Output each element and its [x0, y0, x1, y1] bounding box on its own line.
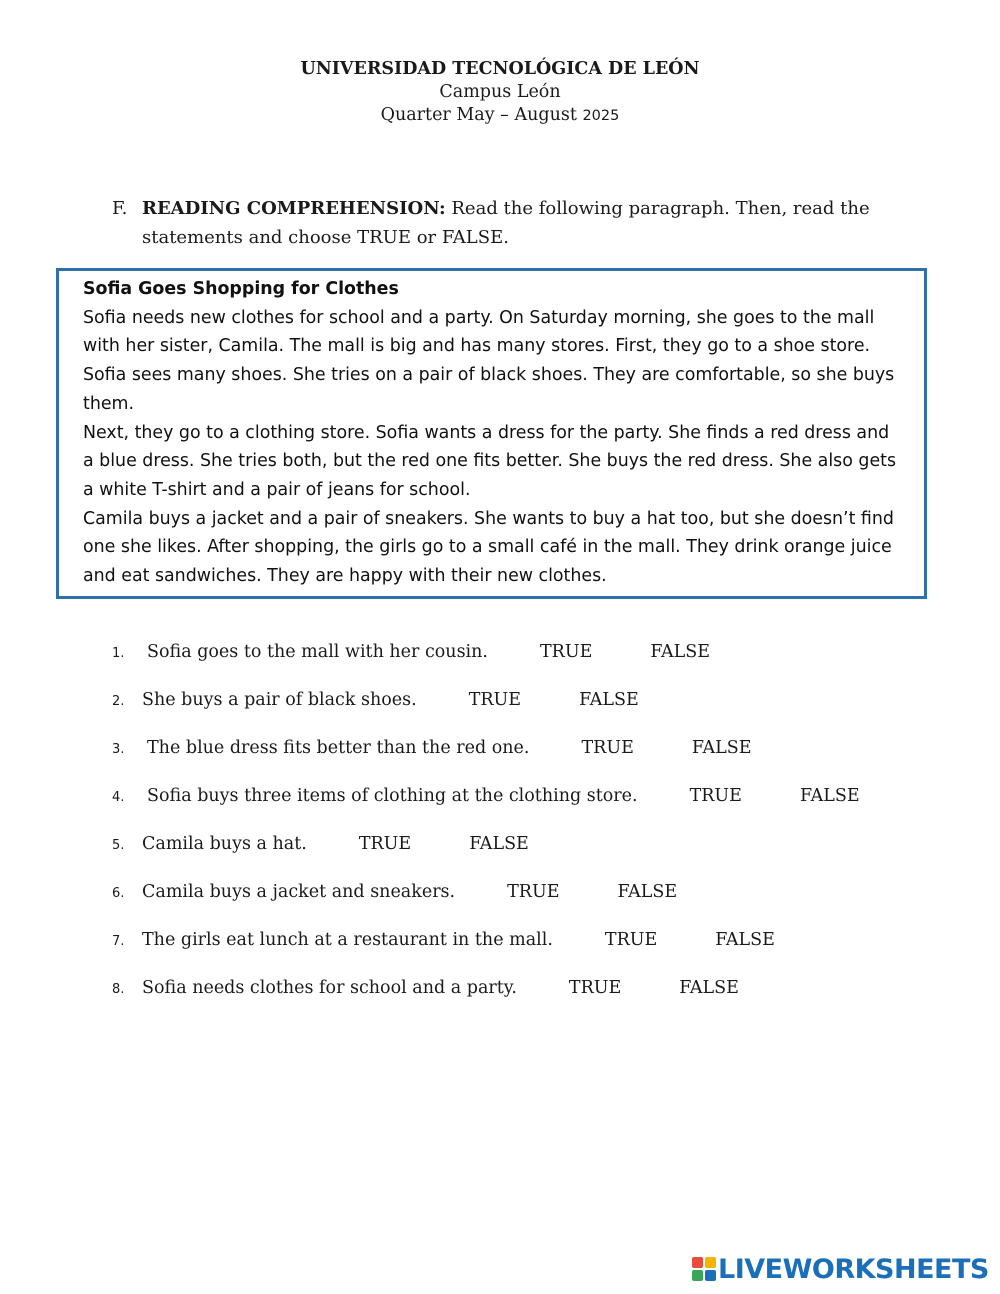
true-option[interactable]: TRUE — [507, 882, 560, 902]
question-text: Sofia goes to the mall with her cousin. — [147, 642, 488, 662]
question-number: 7. — [112, 934, 125, 949]
reading-passage-box — [56, 268, 927, 599]
question-text: She buys a pair of black shoes. — [142, 690, 417, 710]
section-instructions — [112, 194, 902, 252]
false-option[interactable]: FALSE — [715, 930, 775, 950]
question-text: Camila buys a jacket and sneakers. — [142, 882, 456, 902]
question-text: Sofia needs clothes for school and a party. — [142, 978, 517, 998]
false-option[interactable]: FALSE — [679, 978, 739, 998]
true-option[interactable]: TRUE — [358, 834, 412, 854]
section-body — [142, 194, 902, 252]
question-text: Sofia buys three items of clothing at the clothing store. — [147, 786, 638, 806]
section-heading: READING COMPREHENSION: — [142, 198, 446, 219]
campus-name: Campus León — [439, 82, 561, 102]
question-number: 4. — [112, 790, 125, 805]
question-row — [112, 637, 710, 667]
false-option[interactable]: FALSE — [469, 834, 529, 854]
true-option[interactable]: TRUE — [689, 786, 742, 806]
false-option[interactable]: FALSE — [799, 786, 860, 806]
question-row — [112, 973, 739, 1003]
university-name: UNIVERSIDAD TECNOLÓGICA DE LEÓN — [300, 59, 700, 79]
question-text: The girls eat lunch at a restaurant in the mall. — [142, 930, 553, 950]
question-row — [112, 877, 677, 907]
false-option[interactable]: FALSE — [579, 690, 639, 710]
false-option[interactable]: FALSE — [617, 882, 678, 902]
question-number: 3. — [112, 742, 125, 757]
question-number: 6. — [112, 886, 125, 901]
quarter-label: Quarter May – August — [380, 105, 577, 125]
true-option[interactable]: TRUE — [568, 978, 622, 998]
question-row — [112, 925, 775, 955]
true-option[interactable]: TRUE — [468, 690, 522, 710]
liveworksheets-logo-icon — [692, 1257, 716, 1281]
question-row — [112, 685, 639, 715]
passage-paragraph-1: Sofia needs new clothes for school and a party. On Saturday morning, she goes to the mall with her sister, Camila. The mall is big and has many stores. First, they go to a shoe store. Sofia sees many shoes. She tries on a pair of black shoes. They are comfortable, so she buys them. — [83, 307, 895, 414]
question-text: The blue dress fits better than the red one. — [147, 738, 530, 758]
section-letter: F. — [112, 198, 128, 219]
question-row — [112, 781, 860, 811]
true-option[interactable]: TRUE — [604, 930, 658, 950]
passage-paragraph-3: Camila buys a jacket and a pair of sneakers. She wants to buy a hat too, but she doesn’t find one she likes. After shopping, the girls go to a small café in the mall. They drink orange juice and eat sandwiches. They are happy with their new clothes. — [83, 508, 894, 587]
document-header — [0, 58, 1000, 128]
question-text: Camila buys a hat. — [142, 834, 307, 854]
quarter-line — [0, 104, 1000, 128]
question-number: 2. — [112, 694, 125, 709]
liveworksheets-logo[interactable] — [692, 1253, 989, 1285]
question-row — [112, 829, 529, 859]
true-option[interactable]: TRUE — [540, 642, 593, 662]
question-number: 8. — [112, 982, 125, 997]
question-row — [112, 733, 752, 763]
true-option[interactable]: TRUE — [581, 738, 634, 758]
section-instruction: Read the following paragraph. Then, read the statements and choose TRUE or FALSE. — [142, 198, 870, 248]
question-number: 1. — [112, 646, 125, 661]
false-option[interactable]: FALSE — [650, 642, 711, 662]
passage-paragraph-2: Next, they go to a clothing store. Sofia wants a dress for the party. She finds a red dress and a blue dress. She tries both, but the red one fits better. She buys the red dress. She also gets a white T-shirt and a pair of jeans for school. — [83, 422, 897, 500]
false-option[interactable]: FALSE — [691, 738, 752, 758]
passage-title: Sofia Goes Shopping for Clothes — [83, 279, 399, 299]
liveworksheets-logo-text: LIVEWORKSHEETS — [718, 1253, 989, 1285]
question-number: 5. — [112, 838, 125, 853]
quarter-year: 2025 — [582, 108, 620, 124]
